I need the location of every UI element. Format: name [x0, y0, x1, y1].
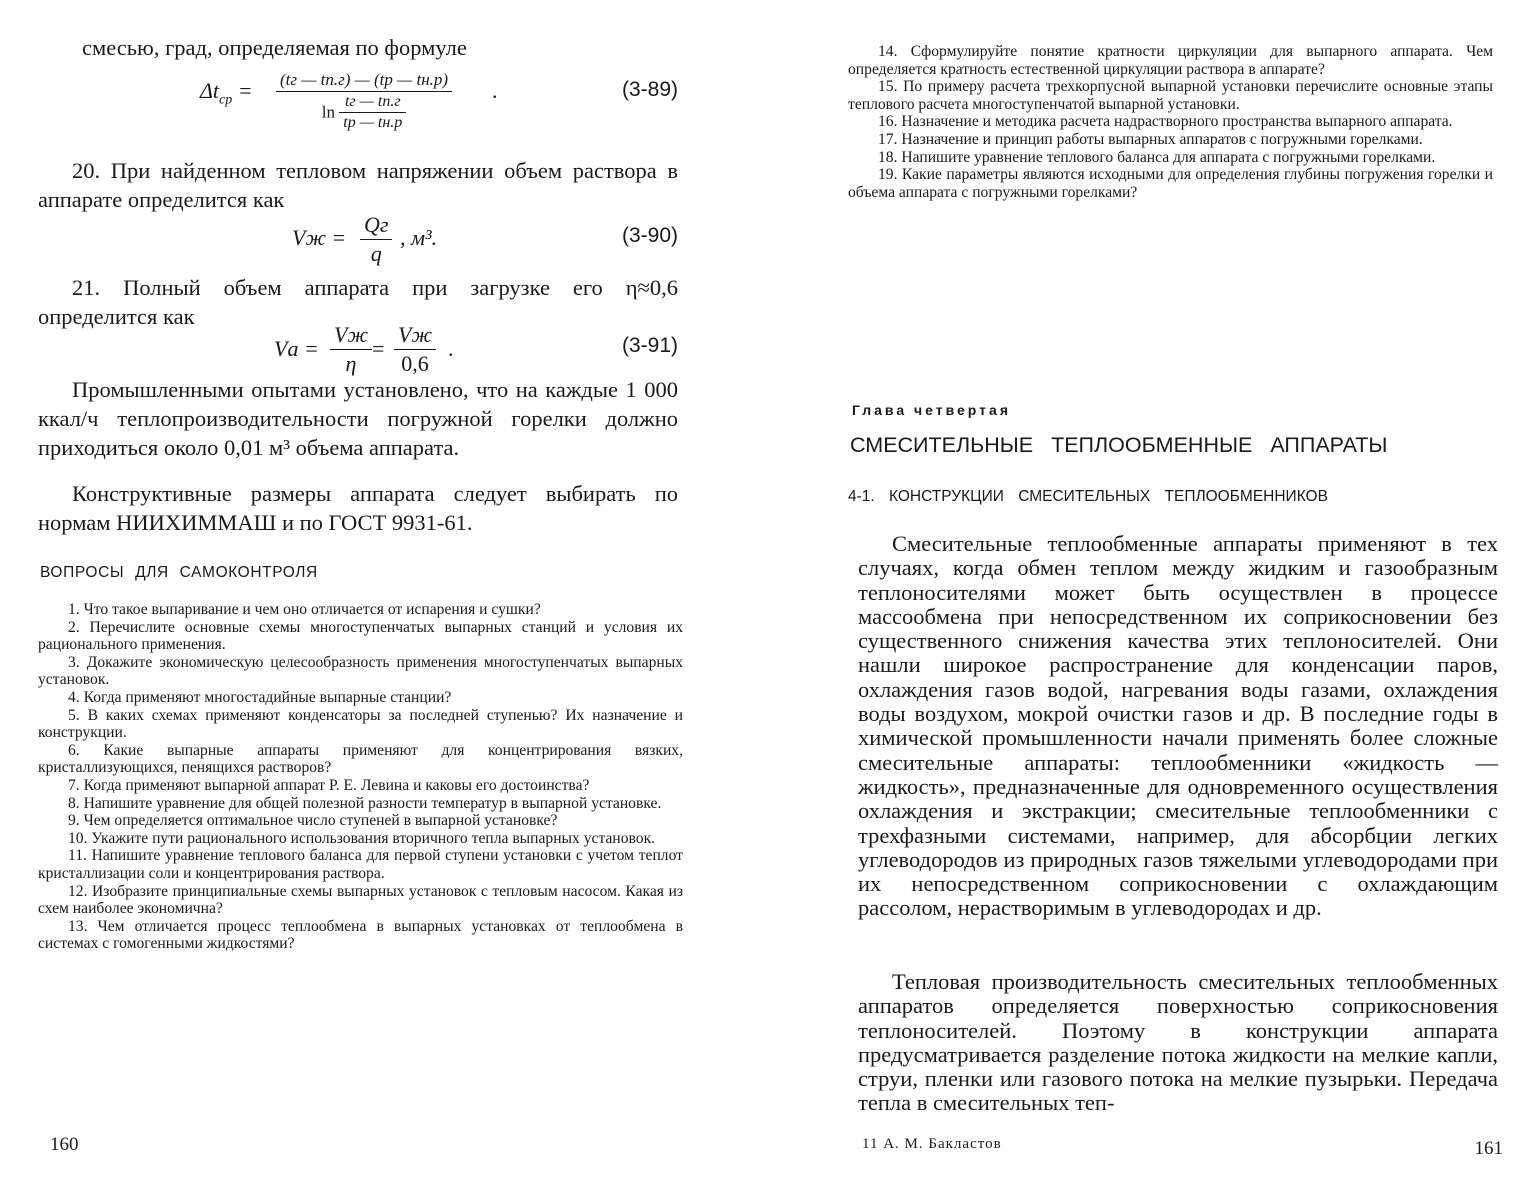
question-item: 8. Напишите уравнение для общей полезной разности температур в выпарной установке.: [68, 794, 662, 812]
question-item: 19. Какие параметры являются исходными для определения глубины погружения горелки и объема аппарата с погружными горелками?: [848, 166, 1493, 201]
formula-numerator: (tг — tп.г) — (tр — tн.р): [276, 70, 452, 92]
formula-3-90-num: Qг: [360, 212, 392, 240]
question-item: 6. Какие выпарные аппараты применяют для концентрирования вязких, кристаллизующихся, пенящихся растворов?: [38, 741, 683, 777]
intro-line: смесью, град, определяемая по формуле: [82, 35, 467, 60]
paragraph-21: 21. Полный объем аппарата при загрузке его η≈0,6 определится как: [38, 275, 678, 329]
question-item: 5. В каких схемах применяют конденсаторы за последней ступенью? Их назначение и конструкции.: [38, 706, 683, 742]
question-item: 13. Чем отличается процесс теплообмена в выпарных установках от теплообмена в системах с гомогенными жидкостями?: [38, 917, 683, 953]
formula-lhs: Δt: [200, 78, 220, 103]
page-number-left: 160: [50, 1134, 79, 1155]
formula-3-89-fraction: [276, 70, 452, 132]
chapter-title: СМЕСИТЕЛЬНЫЕ ТЕПЛООБМЕННЫЕ АППАРАТЫ: [850, 433, 1388, 457]
formula-3-90-den: q: [370, 241, 382, 266]
formula-3-91: Vа = Vж η = Vж 0,6 . (3-91): [274, 322, 678, 376]
paragraph-design: Конструктивные размеры аппарата следует выбирать по нормам НИИХИММАШ и по ГОСТ 9931-61.: [38, 481, 678, 535]
paragraph-20: 20. При найденном тепловом напряжении объем раствора в аппарате определится как: [38, 158, 678, 212]
formula-den-den: tр — tн.р: [343, 114, 403, 131]
question-item: 12. Изобразите принципиальные схемы выпарных установок с тепловым насосом. Какая из схем наиболее экономична?: [38, 882, 683, 918]
formula-ln: ln: [321, 102, 335, 122]
formula-3-89: $\Delta t_{ср}$ = (tг — tп.г) — (tр — tн.р) ln $\frac{tг — tп.г}{tр — tн.р}$ . (3-89): [200, 70, 678, 131]
question-item: 3. Докажите экономическую целесообразность применения многоступенчатых выпарных установок.: [38, 653, 683, 689]
question-item: 11. Напишите уравнение теплового баланса для первой ступени установки с учетом теплот кристаллизации соли и концентрирования раствора.: [38, 847, 683, 882]
formula-3-91-num1: Vж: [330, 322, 372, 350]
question-item: 1. Что такое выпаривание и чем оно отличается от испарения и сушки?: [68, 601, 541, 618]
left-page: [38, 0, 688, 1190]
question-item: 14. Сформулируйте понятие кратности циркуляции для выпарного аппарата. Чем определяется кратность естественной циркуляции раствора в аппарате?: [848, 43, 1493, 78]
equation-number-3-91: (3-91): [621, 334, 678, 357]
equation-number-3-89: (3-89): [621, 78, 678, 101]
formula-3-91-num2: Vж: [394, 322, 436, 350]
formula-3-91-den1: η: [345, 351, 357, 376]
question-item: 9. Чем определяется оптимальное число ступеней в выпарной установке?: [68, 812, 558, 830]
section-title: 4-1. КОНСТРУКЦИИ СМЕСИТЕЛЬНЫХ ТЕПЛООБМЕННИКОВ: [848, 488, 1328, 505]
author-signature: 11 А. М. Бакластов: [862, 1136, 1002, 1152]
question-item: 10. Укажите пути рационального использования вторичного тепла выпарных установок.: [68, 829, 656, 847]
question-item: 4. Когда применяют многостадийные выпарные станции?: [68, 688, 452, 706]
questions-list-right: [848, 43, 1493, 201]
question-item: 2. Перечислите основные схемы многоступенчатых выпарных станций и условия их рационального применения.: [38, 618, 683, 654]
question-item: 17. Назначение и принцип работы выпарных аппаратов с погружными горелками.: [878, 130, 1423, 148]
questions-list-left: [38, 601, 683, 953]
formula-3-91-den2: 0,6: [401, 351, 429, 376]
question-item: 18. Напишите уравнение теплового баланса для аппарата с погружными горелками.: [878, 148, 1436, 166]
formula-lhs-sub: ср: [219, 92, 233, 108]
right-page: [848, 0, 1503, 1190]
paragraph-1: Смесительные теплообменные аппараты применяют в тех случаях, когда обмен теплом между жидким и газообразным теплоносителями может быть осуществлен в процессе массообмена при непосредственном их соприкосновении без существенного снижения качества этих теплоносителей. Они нашли широкое распространение для конденсации паров, охлаждения газов водой, нагревания воды газами, охлаждения воды воздухом, мокрой очистки газов и др. В последние годы в химической промышленности начали применять более сложные смесительные аппараты: теплообменники «жидкость — жидкость», предназначенные для одновременного осуществления охлаждения и экстракции; смесительные теплообменники с трехфазными системами, например, для абсорбции легких углеводородов из природных газов тяжелыми углеводородами при их непосредственном соприкосновении с охлаждающим рассолом, нерастворимым в углеводородах и др.: [858, 531, 1498, 921]
formula-3-90-lhs: Vж =: [292, 225, 347, 250]
page-number-right: 161: [1474, 1138, 1503, 1159]
paragraph-2: Тепловая производительность смесительных теплообменных аппаратов определяется поверхностью соприкосновения теплоносителей. Поэтому в конструкции аппарата предусматривается разделение потока жидкости на мелкие капли, струи, пленки или газового потока на мелкие пузырьки. Передача тепла в смесительных теп-: [858, 969, 1498, 1116]
equation-number-3-90: (3-90): [621, 224, 678, 247]
question-item: 7. Когда применяют выпарной аппарат Р. Е. Левина и каковы его достоинства?: [68, 776, 590, 794]
question-item: 16. Назначение и методика расчета надрастворного пространства выпарного аппарата.: [878, 113, 1453, 131]
questions-heading: ВОПРОСЫ ДЛЯ САМОКОНТРОЛЯ: [40, 564, 318, 581]
formula-3-91-lhs: Vа =: [274, 336, 319, 361]
paragraph-industry: Промышленными опытами установлено, что на каждые 1 000 ккал/ч теплопроизводительности погружной горелки должно приходиться около 0,01 м³ объема аппарата.: [38, 377, 678, 460]
formula-den-num: tг — tп.г: [339, 93, 406, 113]
formula-3-90-unit: , м³.: [400, 225, 438, 250]
chapter-label: Глава четвертая: [852, 402, 1011, 418]
question-item: 15. По примеру расчета трехкорпусной выпарной установки перечислите основные этапы теплового расчета многоступенчатой выпарной установки.: [848, 78, 1493, 113]
formula-3-90: [38, 212, 688, 272]
